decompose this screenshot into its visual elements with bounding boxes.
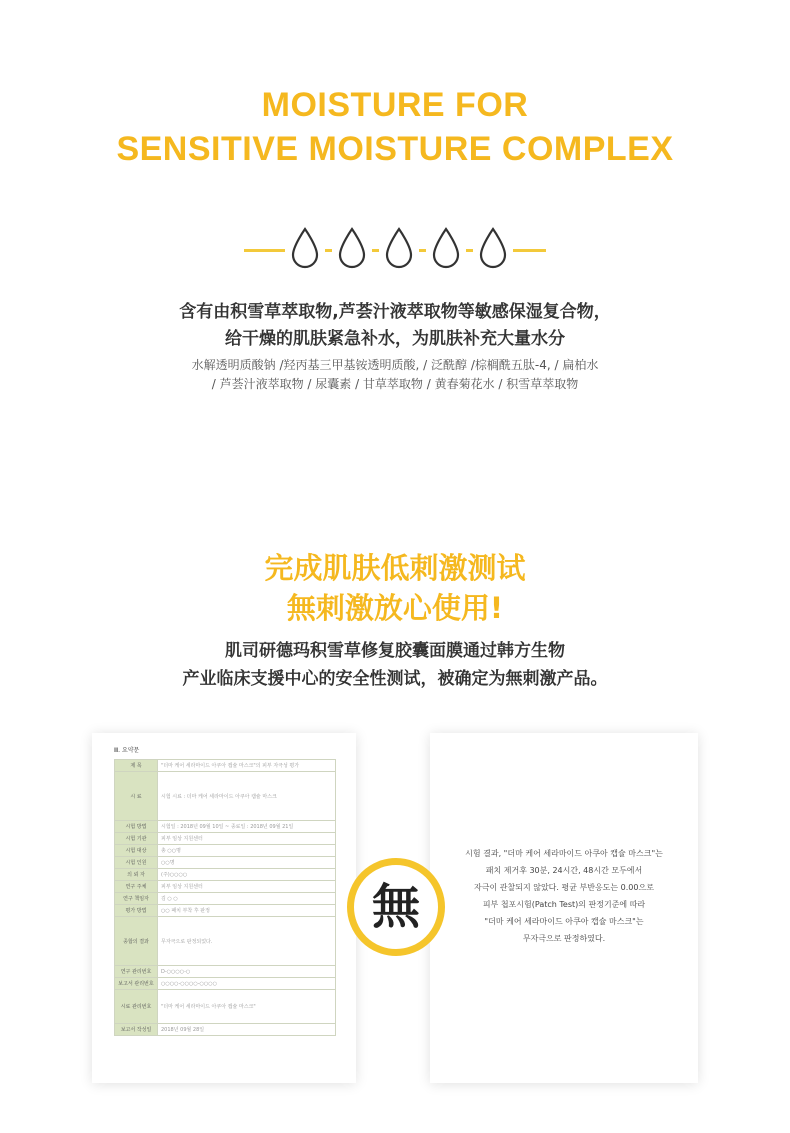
ingredients-line-1: 水解透明质酸钠 /羟丙基三甲基铵透明质酸, / 泛酰醇 /棕榈酰五肽-4, / 扁柏水 [191,358,599,372]
table-row [115,978,336,990]
row-label: 시료 관리번호 [115,990,158,1024]
water-drop-icon [285,226,325,272]
table-row [115,772,336,821]
row-label: 연구 책임자 [115,893,158,905]
result-line: "더마 케어 세라마이드 아쿠아 캡슐 마스크"는 [484,917,644,926]
table-row [115,760,336,772]
table-row [115,845,336,857]
test-desc-1: 肌司研德玛积雪草修复胶囊面膜通过韩方生物 [225,641,565,661]
row-value: 시험일 : 2018년 09월 10일 ~ 종료일 : 2018년 09월 21일 [158,821,336,833]
row-label: 시험 방법 [115,821,158,833]
table-row [115,893,336,905]
row-label: 보고서 관리번호 [115,978,158,990]
result-text [430,845,698,947]
row-value: 2018년 09월 28일 [158,1024,336,1036]
test-desc-2: 产业临床支援中心的安全性测试，被确定为無刺激产品。 [182,669,608,689]
row-value: "더마 케어 세라마이드 아쿠아 캡슐 마스크"의 피부 자극성 평가 [158,760,336,772]
row-label: 연구 관리번호 [115,966,158,978]
row-value: D-○○○○-○ [158,966,336,978]
no-irritation-badge [347,858,445,956]
ingredients-line-2: / 芦荟汁液萃取物 / 尿囊素 / 甘草萃取物 / 黄春菊花水 / 积雪草萃取物 [211,377,579,391]
result-card [430,733,698,1083]
row-value: 피부 임상 지원센터 [158,881,336,893]
water-drops-divider [244,226,546,272]
result-line: 시험 결과, "더마 케어 세라마이드 아쿠아 캡슐 마스크"는 [465,849,663,858]
table-row [115,917,336,966]
result-line: 피부 첩포시험(Patch Test)의 판정기준에 따라 [482,900,646,909]
row-value: 김 ○ ○ [158,893,336,905]
row-value: 피부 임상 지원센터 [158,833,336,845]
water-drop-icon [473,226,513,272]
table-row [115,990,336,1024]
moisture-headline-2: 给干燥的肌肤紧急补水，为肌肤补充大量水分 [225,329,565,349]
row-label: 시험 인원 [115,857,158,869]
row-value: ○○명 [158,857,336,869]
title-line-2: SENSITIVE MOISTURE COMPLEX [116,130,674,168]
row-label: 시험 기관 [115,833,158,845]
table-row [115,966,336,978]
water-drop-icon [426,226,466,272]
row-value: 무자극으로 판정되었다. [158,917,336,966]
result-line: 무자극으로 판정하였다. [522,934,606,943]
row-label: 평가 방법 [115,905,158,917]
table-row [115,821,336,833]
row-label: 시 료 [115,772,158,821]
row-value: 시험 시료 : 더마 케어 세라마이드 아쿠아 캡슐 마스크 [158,772,336,821]
row-value: ○○○○-○○○○-○○○○ [158,978,336,990]
row-label: 의 뢰 자 [115,869,158,881]
water-drop-icon [379,226,419,272]
table-row [115,833,336,845]
row-label: 종합의 결과 [115,917,158,966]
test-title-1: 完成肌肤低刺激测试 [264,551,526,585]
row-label: 시험 대상 [115,845,158,857]
table-row [115,905,336,917]
row-label: 연구 주체 [115,881,158,893]
moisture-headline-1: 含有由积雪草萃取物,芦荟汁液萃取物等敏感保湿复合物， [179,302,611,322]
badge-symbol: 無 [371,879,420,935]
result-line: 패치 제거후 30분, 24시간, 48시간 모두에서 [485,866,643,875]
report-table [114,759,336,1036]
row-value: ○○ 패치 부착 후 판정 [158,905,336,917]
report-card [92,733,356,1083]
table-row [115,881,336,893]
water-drop-icon [332,226,372,272]
row-label: 보고서 작성일 [115,1024,158,1036]
row-label: 제 목 [115,760,158,772]
table-row [115,857,336,869]
result-line: 자극이 관찰되지 않았다. 평균 부반응도는 0.00으로 [474,883,654,892]
table-row [115,869,336,881]
table-row [115,1024,336,1036]
row-value: 총 ○○명 [158,845,336,857]
row-value: "더마 케어 세라마이드 아쿠아 캡슐 마스크" [158,990,336,1024]
title-line-1: MOISTURE FOR [261,86,529,124]
report-title: Ⅲ. 요약문 [114,747,140,754]
row-value: (주)○○○○ [158,869,336,881]
test-title-2: 無刺激放心使用! [286,591,504,625]
